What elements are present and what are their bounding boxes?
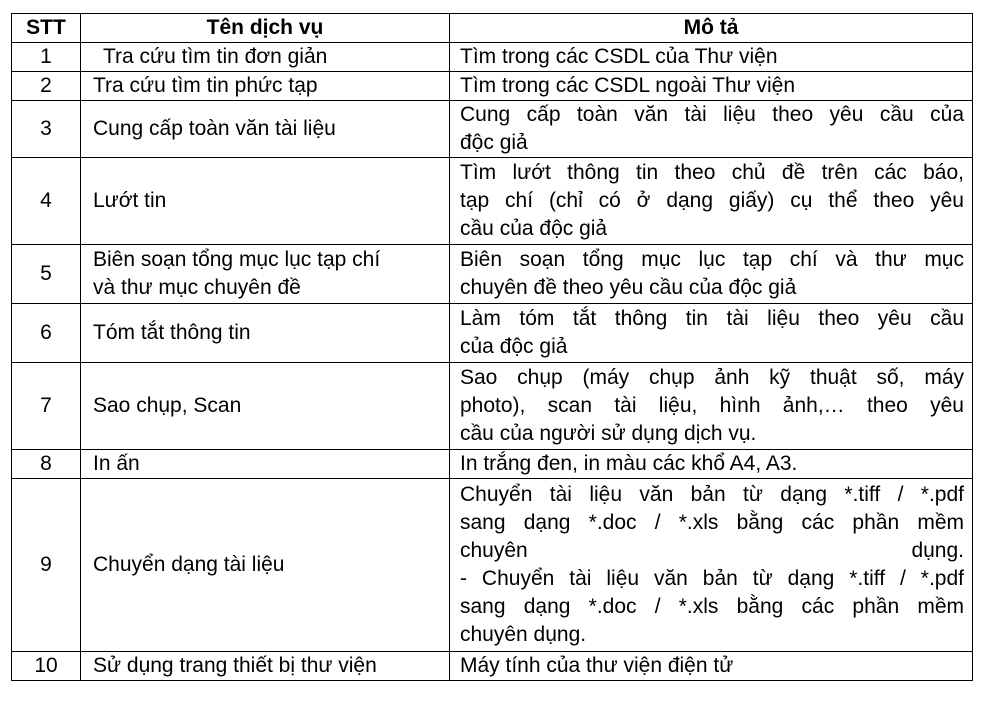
services-table-container: [11, 13, 973, 681]
row-stt: 4: [12, 158, 81, 245]
table-row: [12, 245, 973, 304]
row-description: [450, 304, 973, 363]
row-description: [450, 101, 973, 158]
row-service-name: Chuyển dạng tài liệu: [81, 479, 450, 652]
row-service-name: Cung cấp toàn văn tài liệu: [81, 101, 450, 158]
description-line: chuyên đề theo yêu cầu của độc giả: [460, 276, 797, 299]
row-stt: 8: [12, 450, 81, 479]
row-description: [450, 158, 973, 245]
description-line: sang dạng *.doc / *.xls bằng các phần mềm: [460, 511, 964, 534]
row-description: [450, 43, 973, 72]
table-row: [12, 304, 973, 363]
row-description: [450, 479, 973, 652]
row-stt: 9: [12, 479, 81, 652]
row-service-name: [81, 245, 450, 304]
table-row: [12, 43, 973, 72]
description-line: tạp chí (chỉ có ở dạng giấy) cụ thể theo yêu: [460, 189, 964, 212]
header-description: Mô tả: [450, 14, 973, 43]
row-stt: 3: [12, 101, 81, 158]
table-row: [12, 72, 973, 101]
description-line: cầu của người sử dụng dịch vụ.: [460, 422, 757, 445]
description-line: độc giả: [460, 131, 528, 154]
description-line: sang dạng *.doc / *.xls bằng các phần mềm: [460, 595, 964, 618]
header-service-name: Tên dịch vụ: [81, 14, 450, 43]
row-description: [450, 450, 973, 479]
row-stt: 7: [12, 363, 81, 450]
table-row: [12, 450, 973, 479]
row-stt: 2: [12, 72, 81, 101]
description-line: chuyên dụng.: [460, 539, 964, 562]
table-header-row: [12, 14, 973, 43]
description-line: Biên soạn tổng mục lục tạp chí và thư mục: [460, 248, 964, 271]
row-stt: 1: [12, 43, 81, 72]
row-service-name: Tra cứu tìm tin phức tạp: [81, 72, 450, 101]
description-line: In trắng đen, in màu các khổ A4, A3.: [460, 452, 798, 475]
description-line: Tìm trong các CSDL của Thư viện: [460, 45, 778, 68]
description-line: cầu của độc giả: [460, 217, 608, 240]
description-line: Làm tóm tắt thông tin tài liệu theo yêu cầu: [460, 307, 964, 330]
row-stt: 6: [12, 304, 81, 363]
service-name-line: Biên soạn tổng mục lục tạp chí: [93, 248, 381, 271]
table-row: [12, 158, 973, 245]
table-row: [12, 652, 973, 681]
description-line: photo), scan tài liệu, hình ảnh,… theo yêu: [460, 394, 964, 417]
table-row: [12, 101, 973, 158]
row-stt: 10: [12, 652, 81, 681]
row-description: [450, 72, 973, 101]
row-stt: 5: [12, 245, 81, 304]
description-line: Tìm trong các CSDL ngoài Thư viện: [460, 74, 796, 97]
row-service-name: Tra cứu tìm tin đơn giản: [81, 43, 450, 72]
description-line: Tìm lướt thông tin theo chủ đề trên các báo,: [460, 161, 964, 184]
description-line: Cung cấp toàn văn tài liệu theo yêu cầu của: [460, 103, 964, 126]
row-service-name: Lướt tin: [81, 158, 450, 245]
description-line: chuyên dụng.: [460, 623, 587, 646]
row-service-name: In ấn: [81, 450, 450, 479]
row-description: [450, 363, 973, 450]
description-line: Chuyển tài liệu văn bản từ dạng *.tiff / *.pdf: [460, 483, 964, 506]
service-name-line: và thư mục chuyên đề: [93, 276, 301, 299]
services-table: [11, 13, 973, 681]
row-description: [450, 652, 973, 681]
description-line: Máy tính của thư viện điện tử: [460, 654, 734, 677]
row-service-name: Sử dụng trang thiết bị thư viện: [81, 652, 450, 681]
description-line: Sao chụp (máy chụp ảnh kỹ thuật số, máy: [460, 366, 964, 389]
row-service-name: Tóm tắt thông tin: [81, 304, 450, 363]
description-line: - Chuyển tài liệu văn bản từ dạng *.tiff / *.pdf: [460, 567, 964, 590]
table-row: [12, 479, 973, 652]
row-service-name: Sao chụp, Scan: [81, 363, 450, 450]
table-row: [12, 363, 973, 450]
row-description: [450, 245, 973, 304]
description-line: của độc giả: [460, 335, 568, 358]
header-stt: STT: [12, 14, 81, 43]
